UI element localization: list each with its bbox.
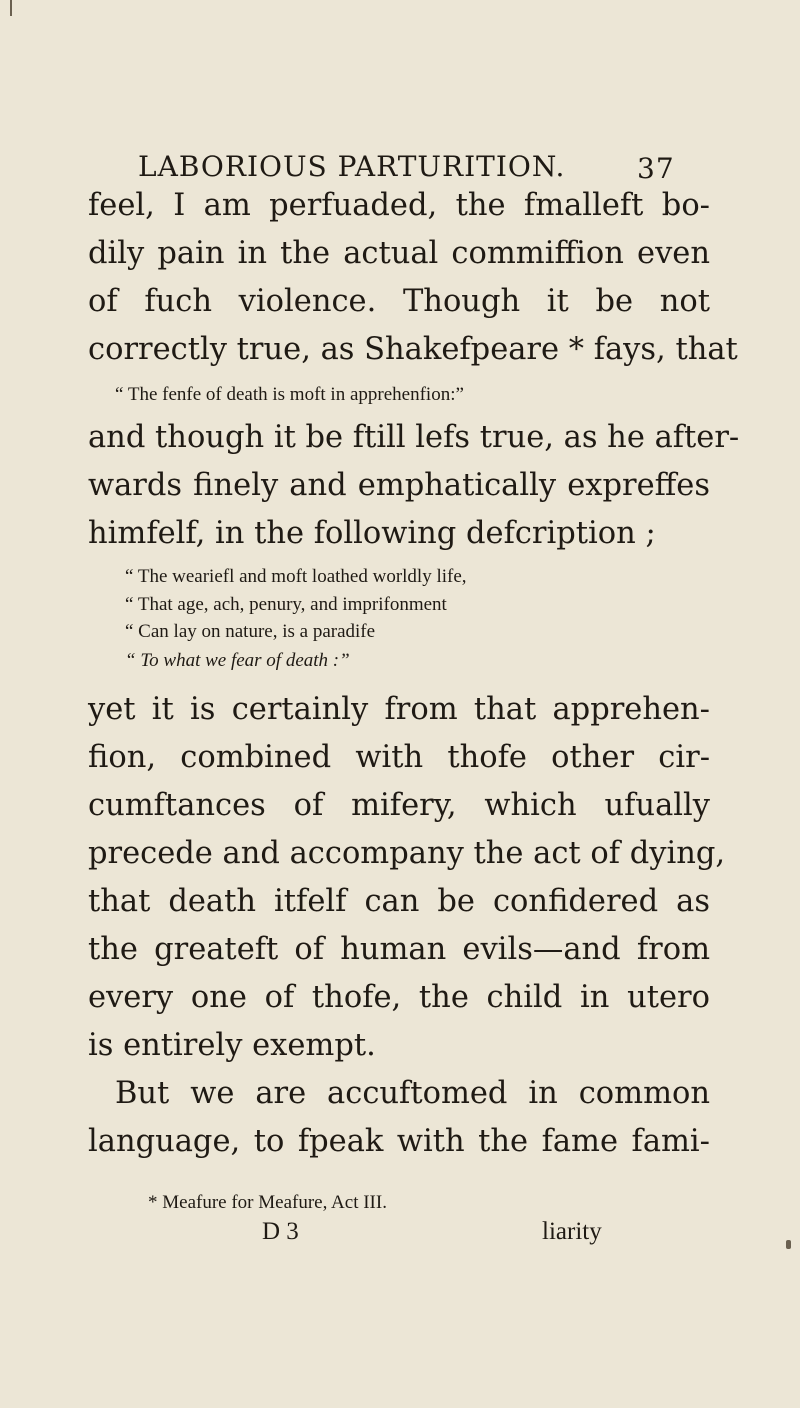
quotation-line: “ The fenfe of death is moft in apprehenfion:” (115, 384, 464, 405)
verse-line: “ The weariefl and moft loathed worldly life, (125, 566, 467, 587)
verse-line: “ To what we fear of death :” (125, 650, 350, 671)
body-line: and though it be ftill lefs true, as he after- (88, 420, 740, 455)
verse-line: “ That age, ach, penury, and imprifonment (125, 594, 447, 615)
body-line: the greateft of human evils—and from (88, 932, 710, 967)
body-line: yet it is certainly from that apprehen- (88, 692, 710, 727)
body-line: fion, combined with thofe other cir- (88, 740, 710, 775)
body-line: feel, I am perfuaded, the fmalleft bo- (88, 188, 710, 223)
body-line: cumftances of mifery, which ufually (88, 788, 710, 823)
footnote: * Meafure for Meafure, Act III. (148, 1192, 387, 1213)
body-line: is entirely exempt. (88, 1028, 376, 1063)
running-head (138, 150, 675, 185)
body-line: of fuch violence. Though it be not (88, 284, 710, 319)
body-line: himfelf, in the following defcription ; (88, 516, 656, 551)
page-number: 37 (637, 152, 675, 185)
running-head-title: LABORIOUS PARTURITION. (138, 150, 566, 183)
catchword: liarity (542, 1218, 602, 1245)
signature-mark: D 3 (262, 1218, 299, 1245)
body-line: every one of thofe, the child in utero (88, 980, 710, 1015)
page-edge-mark (10, 0, 12, 16)
body-line: wards finely and emphatically expreffes (88, 468, 710, 503)
body-line: dily pain in the actual commiffion even (88, 236, 710, 271)
verse-line: “ Can lay on nature, is a paradife (125, 621, 376, 642)
body-line: that death itfelf can be confidered as (88, 884, 710, 919)
body-line: correctly true, as Shakefpeare * fays, that (88, 332, 738, 367)
ink-speck (786, 1240, 791, 1249)
body-line: precede and accompany the act of dying, (88, 836, 726, 871)
body-line: But we are accuftomed in common (115, 1076, 710, 1111)
body-line: language, to fpeak with the fame fami- (88, 1124, 710, 1159)
